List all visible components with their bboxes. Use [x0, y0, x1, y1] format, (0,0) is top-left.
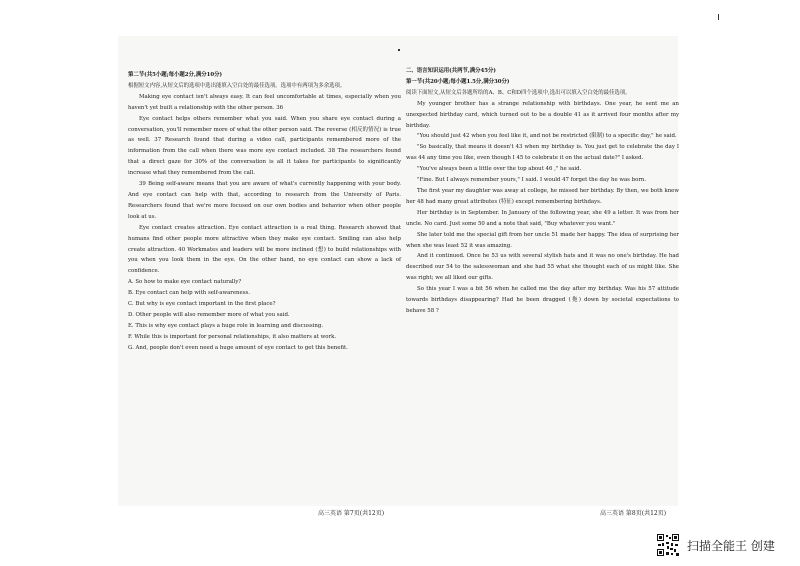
right-paragraph: "Fine. But I always remember yours," I said. I would 47 forget the day he was born. — [417, 177, 647, 184]
right-paragraph: The first year my daughter was away at college, he missed her birthday. By then, we both knew her 48 had many great attributes (特征) except remembering birthdays. — [406, 187, 679, 205]
scanner-watermark — [656, 532, 775, 558]
option-b: B. Eye contact can help with self-awareness. — [128, 290, 250, 297]
right-heading: 二、语言知识运用(共两节,满分45分) — [406, 68, 496, 74]
left-instruction: 根据短文内容,从短文后的选项中选出能填入空白处的最佳选项。选项中有两项为多余选项。 — [128, 82, 346, 89]
right-paragraph: "You've always been a little over the top about 46 ," he said. — [417, 166, 582, 173]
left-page — [128, 70, 401, 354]
right-instruction: 阅读下面短文,从短文后各题所给的A、B、C和D四个选项中,选出可以填入空白处的最佳选项。 — [406, 89, 631, 96]
option-c: C. But why is eye contact important in the first place? — [128, 301, 276, 308]
left-paragraph: Making eye contact isn't always easy. It can feel uncomfortable at times, especially when you haven't yet built a relationship with the other person. 36 — [128, 93, 401, 111]
right-page — [406, 66, 679, 317]
left-paragraph: 39 Being self-aware means that you are aware of what's currently happening with your body. And eye contact can help with that, according to research from the University of Paris. Researchers found that we're more focused on our own bodies and behavior when other people look at us. — [128, 181, 401, 220]
qr-code-icon — [656, 533, 680, 557]
option-a: A. So how to make eye contact naturally? — [128, 279, 242, 286]
right-page-footer: 高三英语 第8页(共12页) — [600, 510, 667, 517]
right-paragraph: She later told me the special gift from her uncle 51 made her happy. The idea of surprising her when she was least 52 it was amazing. — [406, 231, 679, 249]
right-paragraph: "You should just 42 when you feel like it, and not be restricted (限制) to a specific day," he said. — [417, 133, 677, 140]
scan-speck — [718, 14, 719, 20]
scan-speck — [398, 49, 400, 51]
left-paragraph: Eye contact creates attraction. Eye contact attraction is a real thing. Research showed that humans find other people more attractive when they make eye contact. Smiling can also help create attraction. 40 Workmates and leaders will be more inclined (想) to build relationships with you when you look them in the eye. On the other hand, no eye contact can show a lack of confidence. — [128, 224, 401, 275]
option-f: F. While this is important for personal relationships, it also matters at work. — [128, 333, 337, 340]
right-subheading: 第一节(共20小题;每小题1.5分,满分30分) — [406, 78, 510, 85]
right-paragraph: "So basically, that means it doesn't 43 when my birthday is. You just get to celebrate the day I was 44 any time you like, even though I 45 to celebrate it on the actual date?" I asked. — [406, 144, 679, 162]
option-g: G. And, people don't even need a huge amount of eye contact to get this benefit. — [128, 344, 348, 351]
scanner-watermark-text: 扫描全能王 创建 — [687, 538, 775, 553]
right-paragraph: My younger brother has a strange relationship with birthdays. One year, he sent me an unexpected birthday card, which turned out to be a double 41 as it arrived four months after my birthday. — [406, 100, 679, 129]
left-paragraph: Eye contact helps others remember what you said. When you share eye contact during a conversation, you'll remember more of what the other person said. The reverse (相反的情况) is true as well. 37 Research found that during a video call, participants remembered more of the information from the call when there was more eye contact included. 38 The researchers found that a direct gaze for 30% of the conversation is all it takes for participants to significantly increase what they remembered from the call. — [128, 115, 401, 177]
right-paragraph: Her birthday is in September. In January of the following year, she 49 a letter. It was from her uncle. No card. Just some 50 and a note that said, "Buy whatever you want." — [406, 209, 679, 227]
option-e: E. This is why eye contact plays a huge role in learning and discussing. — [128, 322, 324, 329]
left-heading: 第二节(共5小题;每小题2分,满分10分) — [128, 72, 223, 78]
right-paragraph: And it continued. Once he 53 us with several stylish hats and it was no one's birthday. He had described our 54 to the salesswoman and she had 55 what she thought each of us might like. She was right; we all liked our gifts. — [406, 253, 679, 282]
scanned-exam-sheet — [118, 36, 679, 517]
option-d: D. Other people will also remember more of what you said. — [128, 311, 290, 318]
left-page-footer: 高三英语 第7页(共12页) — [318, 510, 385, 517]
right-paragraph: So this year I was a bit 56 when he called me the day after my birthday. Was his 57 attitude towards birthdays disappearing? Had he been dragged (拖) down by societal expectations to behave 58 ? — [406, 286, 679, 314]
